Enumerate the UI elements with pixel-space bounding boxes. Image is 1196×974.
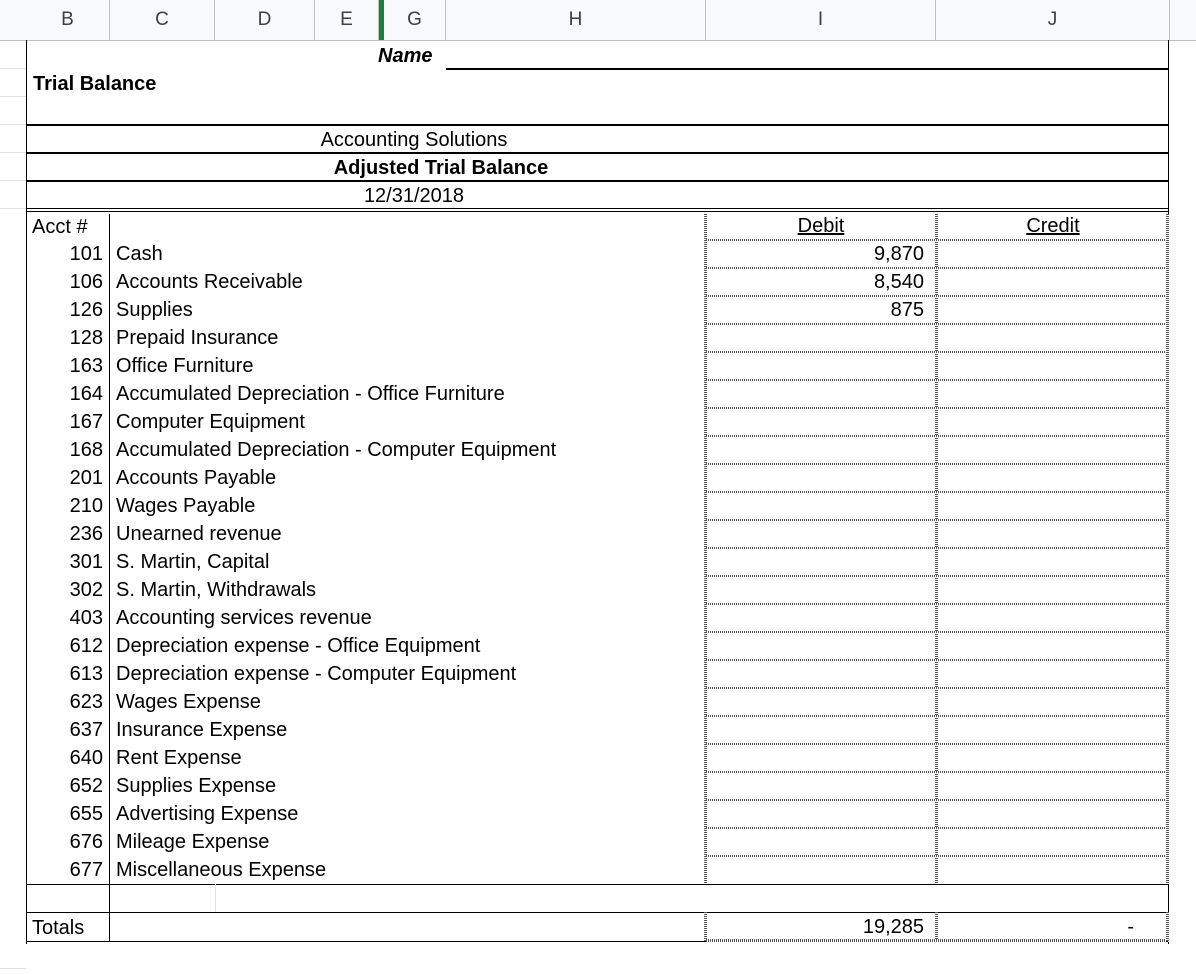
table-row[interactable] <box>26 576 1168 604</box>
name-label: Name <box>378 45 433 67</box>
acct-number: 126 <box>69 299 103 321</box>
sheet-title: Trial Balance <box>33 73 157 95</box>
acct-number: 128 <box>69 327 103 349</box>
totals-border <box>109 912 110 942</box>
account-name: Unearned revenue <box>116 523 282 545</box>
table-row[interactable] <box>26 548 1168 576</box>
name-input-line[interactable] <box>446 68 1168 70</box>
report-title: Adjusted Trial Balance <box>333 157 549 179</box>
account-name: Rent Expense <box>116 747 242 769</box>
acct-number: 168 <box>69 439 103 461</box>
debit-cell[interactable]: 9,870 <box>873 243 924 265</box>
table-row[interactable] <box>26 856 1168 884</box>
account-name: Wages Payable <box>116 495 256 517</box>
table-row[interactable] <box>26 772 1168 800</box>
account-name: Insurance Expense <box>116 719 288 741</box>
table-row[interactable] <box>26 828 1168 856</box>
row-stub <box>0 40 26 69</box>
report-date: 12/31/2018 <box>363 185 465 207</box>
acct-number: 302 <box>69 579 103 601</box>
column-header-g[interactable]: G <box>384 0 446 40</box>
column-header-b[interactable]: B <box>26 0 110 40</box>
account-name: S. Martin, Withdrawals <box>116 579 317 601</box>
row-stub <box>0 124 26 153</box>
blank-row-border <box>215 884 216 912</box>
acct-number: 623 <box>69 691 103 713</box>
acct-number: 164 <box>69 383 103 405</box>
debit-cell[interactable]: 8,540 <box>873 271 924 293</box>
column-header-c[interactable]: C <box>110 0 215 40</box>
table-row[interactable] <box>26 436 1168 464</box>
account-name: Accumulated Depreciation - Computer Equipment <box>116 439 557 461</box>
acct-number: 236 <box>69 523 103 545</box>
acct-number: 101 <box>69 243 103 265</box>
acct-number: 677 <box>69 859 103 881</box>
acct-header: Acct # <box>32 216 88 238</box>
acct-number: 637 <box>69 719 103 741</box>
total-credit[interactable]: - <box>1127 916 1134 938</box>
column-header-d[interactable]: D <box>215 0 315 40</box>
table-row[interactable] <box>26 520 1168 548</box>
totals-label: Totals <box>32 917 85 939</box>
divider <box>26 208 1168 209</box>
total-debit[interactable]: 19,285 <box>862 916 924 938</box>
row-stub <box>0 152 26 181</box>
column-header-i[interactable]: I <box>706 0 936 40</box>
acct-number: 106 <box>69 271 103 293</box>
acct-number: 613 <box>69 663 103 685</box>
table-row[interactable] <box>26 688 1168 716</box>
account-name: Computer Equipment <box>116 411 305 433</box>
table-row[interactable] <box>26 408 1168 436</box>
table-row[interactable] <box>26 380 1168 408</box>
account-name: Prepaid Insurance <box>116 327 279 349</box>
acct-number: 167 <box>69 411 103 433</box>
table-row[interactable] <box>26 268 1168 296</box>
acct-number: 201 <box>69 467 103 489</box>
table-row[interactable] <box>26 324 1168 352</box>
account-name: Depreciation expense - Computer Equipment <box>116 663 517 685</box>
table-row[interactable] <box>26 240 1168 268</box>
table-row[interactable] <box>26 800 1168 828</box>
account-name: Accumulated Depreciation - Office Furniture <box>116 383 505 405</box>
table-row[interactable] <box>26 296 1168 324</box>
table-row[interactable] <box>26 352 1168 380</box>
acct-number: 301 <box>69 551 103 573</box>
account-name: Wages Expense <box>116 691 261 713</box>
row-stub <box>0 68 26 97</box>
column-header-bar <box>0 0 1196 41</box>
freeze-column-handle[interactable] <box>379 0 384 40</box>
acct-number: 655 <box>69 803 103 825</box>
account-name: Mileage Expense <box>116 831 270 853</box>
company-name: Accounting Solutions <box>320 129 508 151</box>
row-stub <box>0 180 26 209</box>
column-header-e[interactable]: E <box>315 0 379 40</box>
table-row[interactable] <box>26 464 1168 492</box>
row-stub <box>0 940 26 969</box>
table-row[interactable] <box>26 716 1168 744</box>
account-name: Accounting services revenue <box>116 607 372 629</box>
account-name: Supplies Expense <box>116 775 277 797</box>
acct-number: 640 <box>69 747 103 769</box>
column-header-j[interactable]: J <box>936 0 1170 40</box>
account-name: Accounts Payable <box>116 467 277 489</box>
account-name: Advertising Expense <box>116 803 299 825</box>
debit-cell[interactable]: 875 <box>890 299 924 321</box>
table-row[interactable] <box>26 632 1168 660</box>
acct-number: 612 <box>69 635 103 657</box>
acct-number: 652 <box>69 775 103 797</box>
acct-number: 676 <box>69 831 103 853</box>
acct-number: 163 <box>69 355 103 377</box>
account-name: S. Martin, Capital <box>116 551 270 573</box>
table-row[interactable] <box>26 660 1168 688</box>
totals-border <box>1166 912 1169 942</box>
acct-number: 210 <box>69 495 103 517</box>
column-header-h[interactable]: H <box>446 0 706 40</box>
row-stub <box>0 96 26 125</box>
table-row[interactable] <box>26 744 1168 772</box>
double-underline <box>706 939 1166 942</box>
account-name: Supplies <box>116 299 193 321</box>
acct-number: 403 <box>69 607 103 629</box>
account-name: Office Furniture <box>116 355 254 377</box>
account-name: Cash <box>116 243 163 265</box>
debit-header: Debit <box>797 215 845 237</box>
credit-header: Credit <box>1026 215 1080 237</box>
account-name: Depreciation expense - Office Equipment <box>116 635 481 657</box>
table-row[interactable] <box>26 604 1168 632</box>
blank-row-border <box>109 884 110 912</box>
account-name: Miscellaneous Expense <box>116 859 327 881</box>
table-row[interactable] <box>26 492 1168 520</box>
account-name: Accounts Receivable <box>116 271 303 293</box>
divider <box>26 884 1168 885</box>
